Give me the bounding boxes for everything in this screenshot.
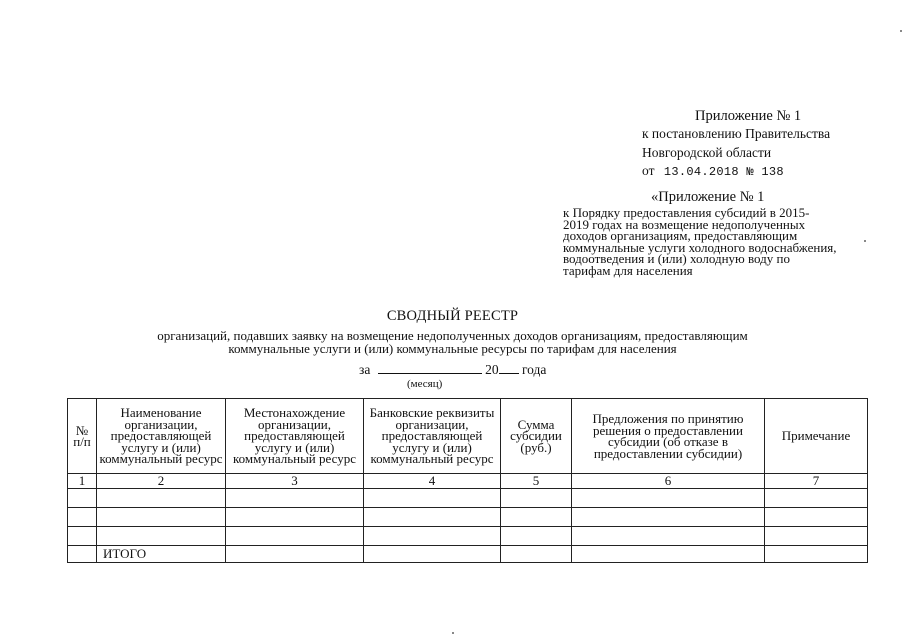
table-cell bbox=[97, 489, 226, 508]
scan-speck bbox=[864, 240, 866, 242]
column-number: 5 bbox=[501, 474, 572, 489]
registry-title: СВОДНЫЙ РЕЕСТР bbox=[386, 308, 519, 324]
table-cell bbox=[501, 508, 572, 527]
registry-subtitle-line: коммунальные услуги и (или) коммунальные ресурсы по тарифам для населения bbox=[228, 340, 677, 356]
period-suffix: года bbox=[521, 362, 547, 377]
table-cell bbox=[501, 489, 572, 508]
order-line: тарифам для населения bbox=[563, 262, 693, 278]
column-number: 4 bbox=[364, 474, 501, 489]
table-cell bbox=[765, 546, 868, 563]
table-cell bbox=[226, 489, 364, 508]
column-number: 6 bbox=[572, 474, 765, 489]
decree-line: к постановлению Правительства bbox=[642, 126, 831, 141]
column-header-subsidy-amount: Сумма субсидии (руб.) bbox=[501, 399, 572, 474]
table-cell bbox=[364, 546, 501, 563]
decree-date bbox=[642, 162, 830, 182]
period-prefix: за bbox=[359, 362, 371, 377]
total-row bbox=[68, 546, 868, 563]
column-number: 7 bbox=[765, 474, 868, 489]
table-cell bbox=[68, 489, 97, 508]
column-number: 2 bbox=[97, 474, 226, 489]
period-line bbox=[359, 362, 546, 378]
column-number: 1 bbox=[68, 474, 97, 489]
order-line: к Порядку предоставления субсидий в 2015- bbox=[563, 205, 810, 220]
table-cell bbox=[226, 508, 364, 527]
column-header-location: Местонахождение организации, предоставляющей услугу и (или) коммунальный ресурс bbox=[226, 399, 364, 474]
scan-speck bbox=[900, 30, 902, 32]
table-cell bbox=[97, 527, 226, 546]
order-line: 2019 годах на возмещение недополученных bbox=[563, 216, 806, 232]
table-cell bbox=[68, 508, 97, 527]
column-header-proposals: Предложения по принятию решения о предоставлении субсидии (об отказе в предоставлении субсидии) bbox=[572, 399, 765, 474]
table-row bbox=[68, 489, 868, 508]
table-cell bbox=[765, 508, 868, 527]
year-blank bbox=[499, 362, 519, 374]
total-label: ИТОГО bbox=[97, 546, 226, 563]
appendix-title: Приложение № 1 bbox=[695, 108, 802, 124]
table-row bbox=[68, 527, 868, 546]
registry-subtitle bbox=[0, 330, 905, 355]
scan-speck bbox=[452, 632, 454, 634]
table-cell bbox=[97, 508, 226, 527]
column-number: 3 bbox=[226, 474, 364, 489]
table-cell bbox=[364, 508, 501, 527]
registry-table bbox=[67, 398, 868, 563]
table-cell bbox=[501, 546, 572, 563]
table-cell bbox=[765, 489, 868, 508]
column-header-number: № п/п bbox=[68, 399, 97, 474]
decree-line: Новгородской области bbox=[642, 144, 772, 160]
table-cell bbox=[226, 546, 364, 563]
decree-date-stamp: 13.04.2018 № 138 bbox=[663, 165, 784, 179]
column-header-bank-details: Банковские реквизиты организации, предоставляющей услугу и (или) коммунальный ресурс bbox=[364, 399, 501, 474]
table-cell bbox=[68, 546, 97, 563]
table-cell bbox=[572, 546, 765, 563]
table-header-row bbox=[68, 399, 868, 474]
table-cell bbox=[501, 527, 572, 546]
order-reference bbox=[563, 207, 863, 276]
order-line: водоотведения и (или) холодную воду по bbox=[563, 251, 790, 266]
decree-date-prefix: от bbox=[642, 163, 655, 178]
column-header-organization: Наименование организации, предоставляющей услугу и (или) коммунальный ресурс bbox=[97, 399, 226, 474]
order-line: доходов организациям, предоставляющим bbox=[563, 228, 798, 243]
table-cell bbox=[68, 527, 97, 546]
table-row bbox=[68, 508, 868, 527]
table-cell bbox=[572, 489, 765, 508]
table-cell bbox=[765, 527, 868, 546]
decree-reference bbox=[642, 125, 830, 182]
month-blank bbox=[378, 362, 482, 374]
order-line: коммунальные услуги холодного водоснабжения, bbox=[563, 239, 837, 255]
month-hint: (месяц) bbox=[407, 378, 443, 390]
table-cell bbox=[572, 508, 765, 527]
period-year: 20 bbox=[485, 362, 499, 377]
table-cell bbox=[364, 527, 501, 546]
table-cell bbox=[364, 489, 501, 508]
column-header-note: Примечание bbox=[765, 399, 868, 474]
registry-subtitle-line: организаций, подавших заявку на возмещение недополученных доходов организациям, предоставляющим bbox=[157, 328, 748, 343]
column-number-row bbox=[68, 474, 868, 489]
table-cell bbox=[572, 527, 765, 546]
table-cell bbox=[226, 527, 364, 546]
appendix-2-title: «Приложение № 1 bbox=[651, 189, 765, 205]
